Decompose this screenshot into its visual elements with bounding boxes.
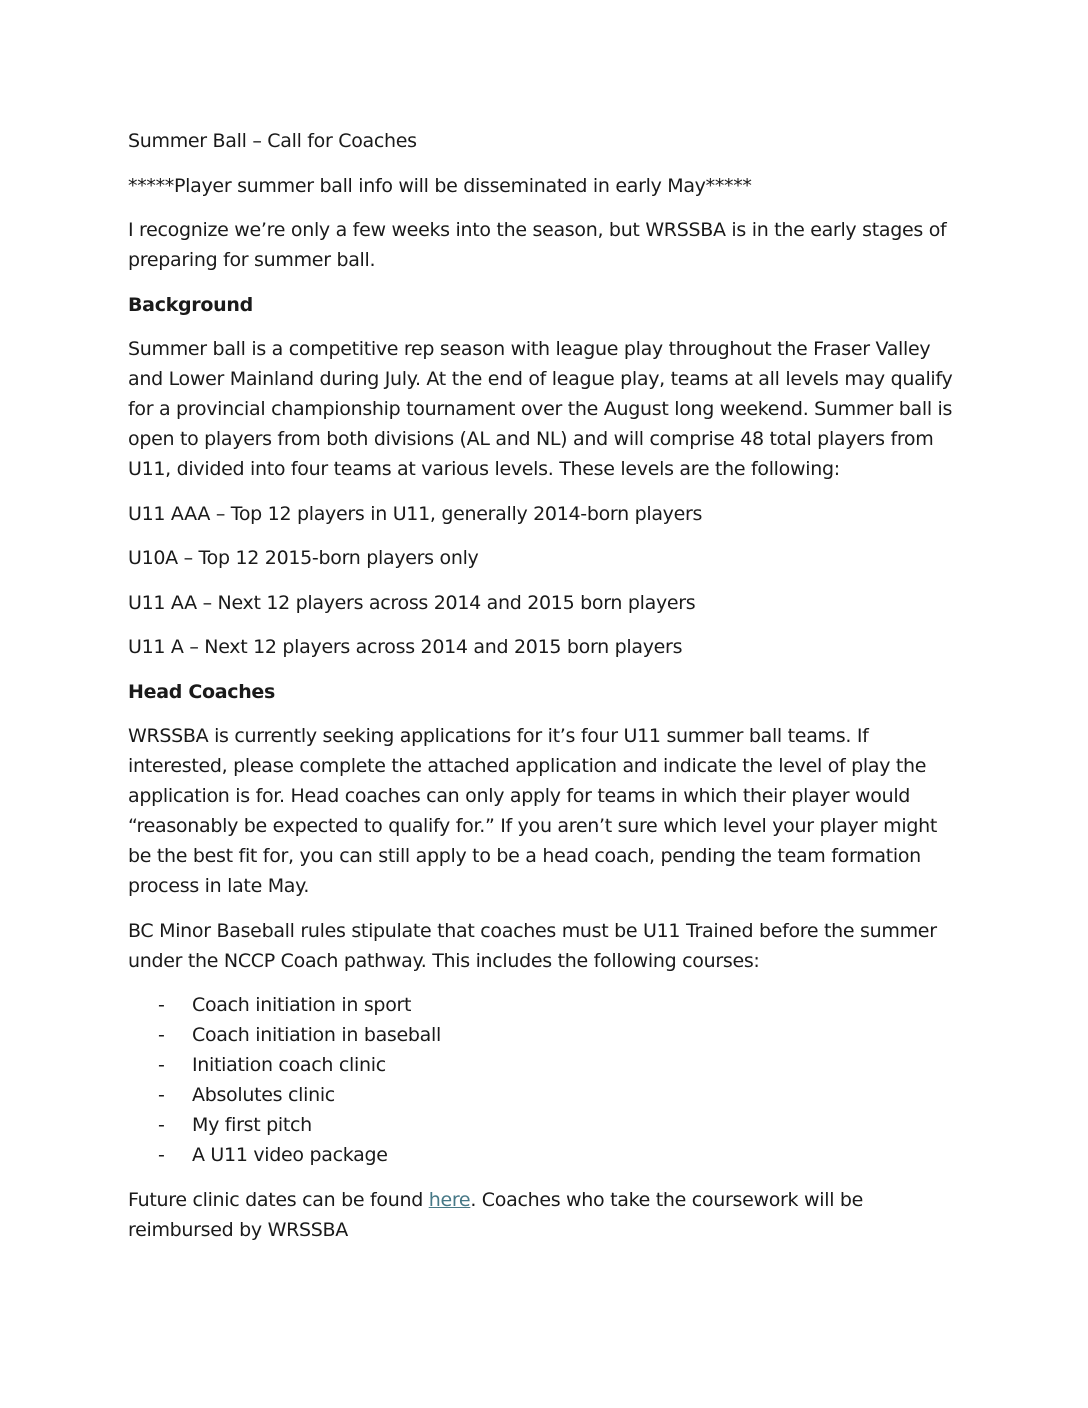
list-dash: -: [158, 994, 165, 1016]
list-item: [128, 1140, 960, 1170]
head-coaches-heading: Head Coaches: [128, 680, 276, 703]
level-item-aa: U11 AA – Next 12 players across 2014 and 2015 born players: [128, 591, 696, 614]
level-item-aaa: U11 AAA – Top 12 players in U11, generally 2014-born players: [128, 502, 703, 525]
course-label: Initiation coach clinic: [192, 1054, 386, 1076]
course-list: [128, 990, 960, 1170]
course-label: My first pitch: [192, 1114, 312, 1136]
level-item-a: U11 A – Next 12 players across 2014 and 2015 born players: [128, 636, 683, 658]
level-item-u10a: U10A – Top 12 2015-born players only: [128, 547, 479, 569]
rules-paragraph: BC Minor Baseball rules stipulate that coaches must be U11 Trained before the summer under the NCCP Coach pathway. This includes the following courses:: [128, 919, 937, 972]
list-item: [128, 1050, 960, 1080]
head-coaches-paragraph: WRSSBA is currently seeking applications for it’s four U11 summer ball teams. If interested, please complete the attached application and indicate the level of play the application is for. Head coaches can only apply for teams in which their player would “reasonably be expected to qualify for.” If you aren’t sure which level your player might be the best fit for, you can still apply to be a head coach, pending the team formation process in late May.: [128, 725, 937, 897]
course-label: A U11 video package: [192, 1144, 388, 1166]
document-page: [128, 126, 960, 1259]
list-dash: -: [158, 1144, 165, 1166]
course-label: Absolutes clinic: [192, 1084, 335, 1106]
list-item: [128, 990, 960, 1020]
list-dash: -: [158, 1114, 165, 1136]
footer-text-after: . Coaches who take the coursework will be reimbursed by WRSSBA: [128, 1188, 864, 1241]
list-item: [128, 1080, 960, 1110]
list-item: [128, 1110, 960, 1140]
list-dash: -: [158, 1054, 165, 1076]
list-item: [128, 1020, 960, 1050]
footer-paragraph: [128, 1185, 960, 1245]
notice-text: *****Player summer ball info will be disseminated in early May*****: [128, 174, 752, 197]
clinic-dates-link[interactable]: here: [428, 1188, 471, 1211]
footer-text-before: Future clinic dates can be found: [128, 1188, 429, 1211]
list-dash: -: [158, 1024, 165, 1046]
document-title: Summer Ball – Call for Coaches: [128, 130, 417, 152]
background-paragraph: Summer ball is a competitive rep season with league play throughout the Fraser Valley and Lower Mainland during July. At the end of league play, teams at all levels may qualify for a provincial championship tournament over the August long weekend. Summer ball is open to players from both divisions (AL and NL) and will comprise 48 total players from U11, divided into four teams at various levels. These levels are the following:: [128, 338, 953, 480]
course-label: Coach initiation in baseball: [192, 1024, 441, 1046]
intro-paragraph: I recognize we’re only a few weeks into the season, but WRSSBA is in the early stages of preparing for summer ball.: [128, 219, 947, 271]
list-dash: -: [158, 1084, 165, 1106]
course-label: Coach initiation in sport: [192, 994, 412, 1016]
background-heading: Background: [128, 293, 253, 316]
